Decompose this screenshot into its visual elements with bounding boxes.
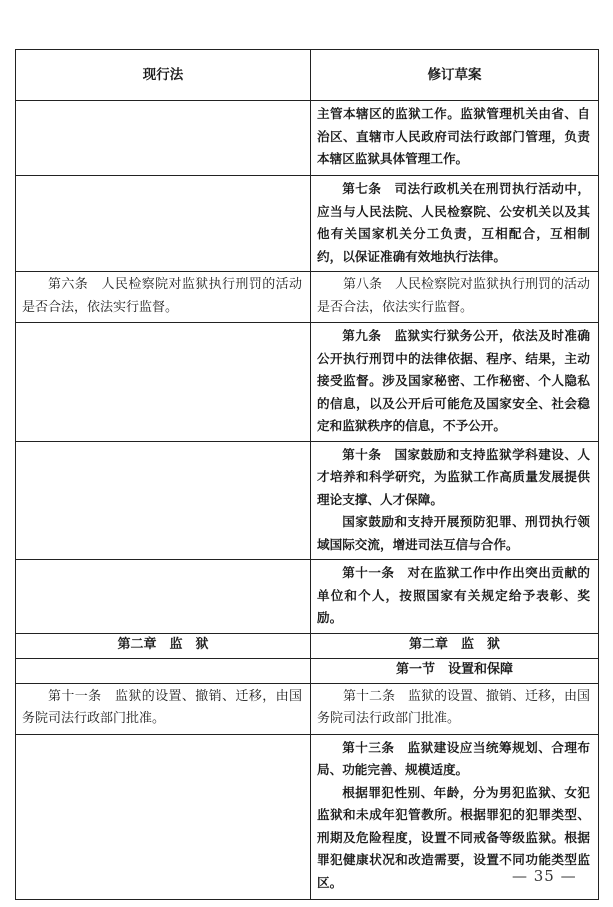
article-text: 第十一条 对在监狱工作中作出突出贡献的单位和个人，按照国家有关规定给予表彰、奖励。	[317, 565, 590, 625]
right-cell	[311, 683, 599, 734]
left-cell	[16, 441, 311, 560]
page-number: — 35 —	[512, 867, 577, 885]
right-cell	[311, 272, 599, 323]
table-row	[16, 272, 599, 323]
article-text: 第八条 人民检察院对监狱执行刑罚的活动是否合法，依法实行监督。	[317, 277, 591, 315]
left-cell	[16, 323, 311, 442]
left-cell	[16, 560, 311, 634]
right-cell	[311, 101, 599, 176]
left-cell	[16, 101, 311, 176]
article-text: 第十三条 监狱建设应当统筹规划、合理布局、功能完善、规模适度。	[317, 739, 590, 777]
left-cell	[16, 658, 311, 683]
article-text: 第七条 司法行政机关在刑罚执行活动中，应当与人民法院、人民检察院、公安机关以及其他有关国家机关分工负责，互相配合，互相制约，以保证准确有效地执行法律。	[317, 181, 590, 264]
table-row	[16, 441, 599, 560]
article-text: 第十一条 监狱的设置、撤销、迁移，由国务院司法行政部门批准。	[22, 688, 302, 726]
left-cell	[16, 176, 311, 272]
table-row	[16, 176, 599, 272]
article-text: 第十二条 监狱的设置、撤销、迁移，由国务院司法行政部门批准。	[317, 688, 591, 726]
left-cell	[16, 272, 311, 323]
article-text: 主管本辖区的监狱工作。监狱管理机关由省、自治区、直辖市人民政府司法行政部门管理，负责本辖区监狱具体管理工作。	[317, 106, 590, 166]
right-cell	[311, 176, 599, 272]
section-row	[16, 658, 599, 683]
chapter-row	[16, 633, 599, 658]
header-current-law: 现行法	[16, 50, 311, 101]
chapter-heading-right: 第二章 监 狱	[311, 633, 599, 658]
left-cell	[16, 683, 311, 734]
article-text: 根据罪犯性别、年龄，分为男犯监狱、女犯监狱和未成年犯管教所。根据罪犯的犯罪类型、刑期及危险程度，设置不同戒备等级监狱。根据罪犯健康状况和改造需要，设置不同功能类型监区。	[317, 784, 590, 890]
article-text: 第十条 国家鼓励和支持监狱学科建设、人才培养和科学研究，为监狱工作高质量发展提供理论支撑、人才保障。	[317, 446, 590, 507]
chapter-heading-left: 第二章 监 狱	[16, 633, 311, 658]
article-text: 国家鼓励和支持开展预防犯罪、刑罚执行领域国际交流，增进司法互信与合作。	[317, 514, 590, 552]
comparison-table	[15, 49, 599, 900]
left-cell	[16, 734, 311, 899]
article-text: 第六条 人民检察院对监狱执行刑罚的活动是否合法，依法实行监督。	[22, 277, 302, 315]
right-cell	[311, 560, 599, 634]
table-row	[16, 101, 599, 176]
table-header-row	[16, 50, 599, 101]
table-row	[16, 683, 599, 734]
article-text: 第九条 监狱实行狱务公开，依法及时准确公开执行刑罚中的法律依据、程序、结果，主动接受监督。涉及国家秘密、工作秘密、个人隐私的信息，以及公开后可能危及国家安全、社会稳定和监狱秩序的信息，不予公开。	[317, 328, 590, 433]
table-row	[16, 323, 599, 442]
table-row	[16, 560, 599, 634]
header-revised-draft: 修订草案	[311, 50, 599, 101]
right-cell	[311, 323, 599, 442]
right-cell	[311, 441, 599, 560]
section-heading: 第一节 设置和保障	[311, 658, 599, 683]
